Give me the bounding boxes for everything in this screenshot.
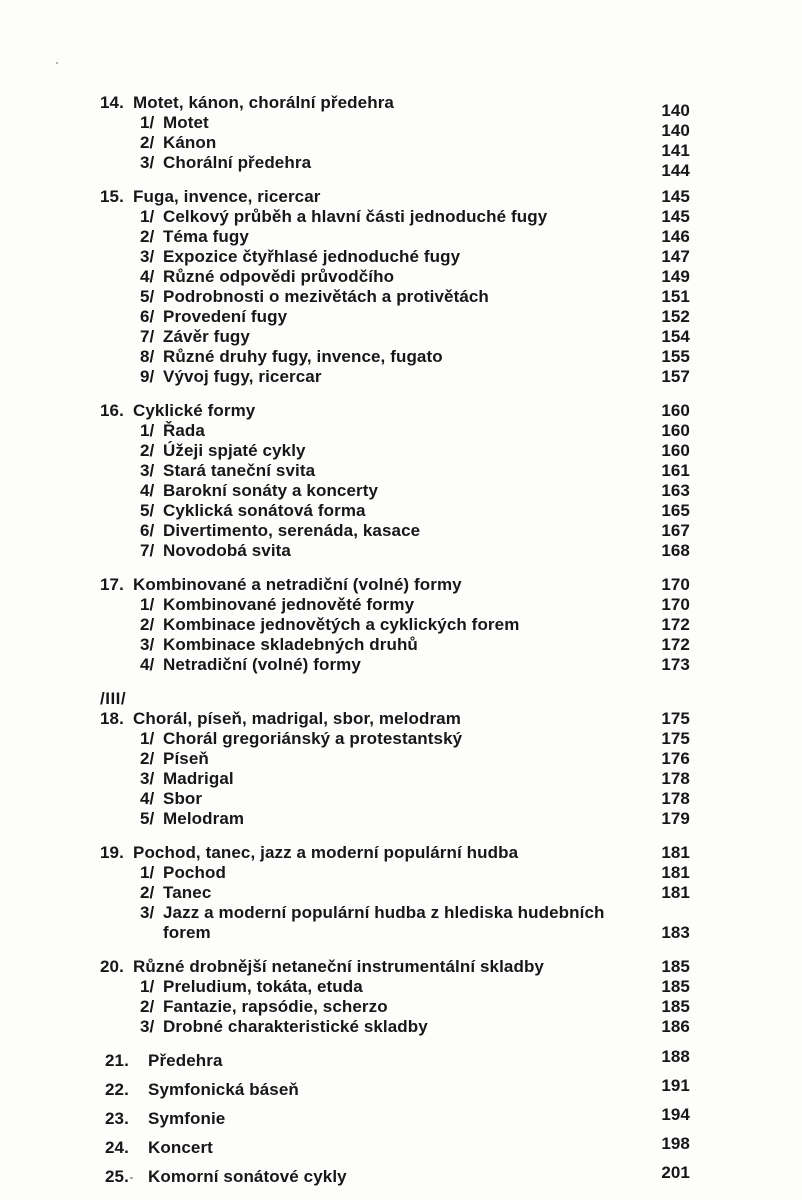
toc-row bbox=[100, 709, 690, 729]
toc-row bbox=[100, 1163, 690, 1187]
toc-row bbox=[100, 655, 690, 675]
toc-row bbox=[100, 347, 690, 367]
toc-entry-title: Madrigal bbox=[163, 769, 234, 788]
toc-entry-title: Preludium, tokáta, etuda bbox=[163, 977, 363, 996]
toc-page-number: 173 bbox=[661, 655, 690, 674]
toc-entry-number: 3/ bbox=[140, 247, 155, 266]
toc-entry-number: 1/ bbox=[140, 421, 155, 440]
toc-entry-title: Pochod bbox=[163, 863, 226, 882]
toc-page-number: 201 bbox=[661, 1163, 690, 1182]
toc-group bbox=[100, 187, 690, 387]
toc-page-number: 181 bbox=[661, 883, 690, 902]
toc-page-number: 155 bbox=[661, 347, 690, 366]
toc-entry-title: Novodobá svita bbox=[163, 541, 291, 560]
toc-entry-title: Motet, kánon, chorální předehra bbox=[133, 93, 394, 112]
toc-entry-number: 4/ bbox=[140, 267, 155, 286]
toc-entry-number: 5/ bbox=[140, 287, 155, 306]
toc-row bbox=[100, 575, 690, 595]
scan-speck bbox=[130, 1177, 133, 1179]
toc-page-number: 185 bbox=[661, 957, 690, 976]
toc-page-number: 163 bbox=[661, 481, 690, 500]
toc-page-number: 145 bbox=[661, 207, 690, 226]
toc-entry-title: Provedení fugy bbox=[163, 307, 288, 326]
toc-entry-title: Téma fugy bbox=[163, 227, 249, 246]
toc-entry-title: Expozice čtyřhlasé jednoduché fugy bbox=[163, 247, 461, 266]
toc-entry-title: Sbor bbox=[163, 789, 203, 808]
toc-entry-title: Řada bbox=[163, 421, 205, 440]
toc-group bbox=[100, 401, 690, 561]
toc-row bbox=[100, 863, 690, 883]
toc-entry-number: 9/ bbox=[140, 367, 155, 386]
toc-entry-title: Celkový průběh a hlavní části jednoduché fugy bbox=[163, 207, 548, 226]
toc-entry-title: Cyklické formy bbox=[133, 401, 256, 420]
toc-row bbox=[100, 769, 690, 789]
toc-row bbox=[100, 227, 690, 247]
toc-entry-title: Barokní sonáty a koncerty bbox=[163, 481, 379, 500]
toc-entry-title: Chorální předehra bbox=[163, 153, 312, 172]
toc-group bbox=[100, 1105, 690, 1129]
toc-page-number: 170 bbox=[661, 595, 690, 614]
toc-row bbox=[100, 501, 690, 521]
toc-row bbox=[100, 749, 690, 769]
toc-entry-number: 4/ bbox=[140, 655, 155, 674]
toc-entry-title: Symfonická báseň bbox=[148, 1080, 299, 1099]
toc-entry-number: 2/ bbox=[140, 227, 155, 246]
toc-entry-title: Kombinované a netradiční (volné) formy bbox=[133, 575, 462, 594]
toc-row bbox=[100, 367, 690, 387]
toc-entry-number: 2/ bbox=[140, 441, 155, 460]
toc-row bbox=[100, 615, 690, 635]
toc-page-number: 149 bbox=[661, 267, 690, 286]
toc-entry-number: 1/ bbox=[140, 977, 155, 996]
toc-entry-title: Pochod, tanec, jazz a moderní populární hudba bbox=[133, 843, 519, 862]
toc-row bbox=[100, 113, 690, 140]
toc-entry-number: 3/ bbox=[140, 903, 155, 922]
toc-entry-number: 3/ bbox=[140, 461, 155, 480]
toc-entry-number: 1/ bbox=[140, 207, 155, 226]
toc-entry-number: 23. bbox=[105, 1109, 129, 1128]
toc-row bbox=[100, 903, 690, 923]
toc-row bbox=[100, 187, 690, 207]
toc-entry-title: Motet bbox=[163, 113, 209, 132]
toc-entry-title: Vývoj fugy, ricercar bbox=[163, 367, 322, 386]
toc-entry-title: Chorál, píseň, madrigal, sbor, melodram bbox=[133, 709, 461, 728]
toc-row bbox=[100, 541, 690, 561]
toc-page-number: 165 bbox=[661, 501, 690, 520]
toc-row bbox=[100, 1017, 690, 1037]
toc-entry-number: 2/ bbox=[140, 749, 155, 768]
toc-entry-title: Symfonie bbox=[148, 1109, 226, 1128]
toc-entry-number: 2/ bbox=[140, 615, 155, 634]
toc-entry-number: 8/ bbox=[140, 347, 155, 366]
toc-entry-number: 6/ bbox=[140, 307, 155, 326]
toc-entry-title: Různé drobnější netaneční instrumentální skladby bbox=[133, 957, 544, 976]
toc-entry-number: 7/ bbox=[140, 541, 155, 560]
toc-row bbox=[100, 133, 690, 160]
toc-entry-number: 17. bbox=[100, 575, 124, 594]
toc-entry-title: Úžeji spjaté cykly bbox=[163, 441, 306, 460]
toc-row bbox=[100, 843, 690, 863]
toc-row bbox=[100, 401, 690, 421]
toc-page-number: 170 bbox=[661, 575, 690, 594]
toc-row bbox=[100, 1047, 690, 1071]
toc-entry-title: Melodram bbox=[163, 809, 245, 828]
toc-entry-title: Podrobnosti o mezivětách a protivětách bbox=[163, 287, 489, 306]
toc-entry-number: 5/ bbox=[140, 501, 155, 520]
toc-entry-title: Fantazie, rapsódie, scherzo bbox=[163, 997, 388, 1016]
toc-entry-title: Netradiční (volné) formy bbox=[163, 655, 361, 674]
toc-page-number: 160 bbox=[661, 441, 690, 460]
toc-page-number: 160 bbox=[661, 421, 690, 440]
toc-entry-number: 3/ bbox=[140, 769, 155, 788]
toc-row bbox=[100, 923, 690, 943]
toc-entry-number: 24. bbox=[105, 1138, 129, 1157]
toc-entry-number: 6/ bbox=[140, 521, 155, 540]
toc-row bbox=[100, 93, 690, 120]
toc-page-number: 185 bbox=[661, 997, 690, 1016]
toc-row bbox=[100, 461, 690, 481]
toc-row bbox=[100, 287, 690, 307]
toc-page-number: 172 bbox=[661, 635, 690, 654]
toc-page-number: 191 bbox=[661, 1076, 690, 1095]
toc-group bbox=[100, 1076, 690, 1100]
toc-entry-number: 4/ bbox=[140, 481, 155, 500]
toc-row bbox=[100, 421, 690, 441]
toc-page-number: 178 bbox=[661, 789, 690, 808]
toc-entry-number: 22. bbox=[105, 1080, 129, 1099]
toc-row bbox=[100, 977, 690, 997]
toc-page-number: 140 bbox=[661, 121, 690, 140]
toc-entry-number: 2/ bbox=[140, 133, 155, 152]
toc-group bbox=[100, 709, 690, 829]
toc-entry-title: Cyklická sonátová forma bbox=[163, 501, 366, 520]
toc-row bbox=[100, 441, 690, 461]
toc-entry-number: 3/ bbox=[140, 635, 155, 654]
toc-row bbox=[100, 307, 690, 327]
toc-entry-title: Různé odpovědi průvodčího bbox=[163, 267, 395, 286]
toc-entry-number: 1/ bbox=[140, 863, 155, 882]
toc-entry-number: 21. bbox=[105, 1051, 129, 1070]
toc-page-number: 175 bbox=[661, 729, 690, 748]
toc-entry-title: Komorní sonátové cykly bbox=[148, 1167, 347, 1186]
toc-row bbox=[100, 595, 690, 615]
toc-entry-number: 1/ bbox=[140, 595, 155, 614]
toc-row bbox=[100, 481, 690, 501]
toc-entry-title: forem bbox=[163, 923, 211, 942]
toc-entry-number: 1/ bbox=[140, 729, 155, 748]
toc-group bbox=[100, 957, 690, 1037]
toc-entry-number: 18. bbox=[100, 709, 124, 728]
toc-row bbox=[100, 1076, 690, 1100]
toc-entry-number: 16. bbox=[100, 401, 124, 420]
toc-page-number: 172 bbox=[661, 615, 690, 634]
toc-page-number: 151 bbox=[661, 287, 690, 306]
part-divider: /III/ bbox=[100, 689, 127, 708]
toc-entry-title: Tanec bbox=[163, 883, 212, 902]
toc-page-number: 141 bbox=[661, 141, 690, 160]
toc-row bbox=[100, 1105, 690, 1129]
toc-page-number: 176 bbox=[661, 749, 690, 768]
toc-page-number: 175 bbox=[661, 709, 690, 728]
toc-page-number: 161 bbox=[661, 461, 690, 480]
toc-entry-number: 1/ bbox=[140, 113, 155, 132]
toc-page-number: 140 bbox=[661, 101, 690, 120]
toc-page-number: 198 bbox=[661, 1134, 690, 1153]
toc-entry-number: 4/ bbox=[140, 789, 155, 808]
toc-page-number: 183 bbox=[661, 923, 690, 942]
toc-page-number: 160 bbox=[661, 401, 690, 420]
toc-entry-title: Předehra bbox=[148, 1051, 223, 1070]
toc-entry-title: Drobné charakteristické skladby bbox=[163, 1017, 428, 1036]
toc-group bbox=[100, 575, 690, 675]
toc-entry-number: 2/ bbox=[140, 883, 155, 902]
toc-entry-title: Kombinace skladebných druhů bbox=[163, 635, 418, 654]
toc-row bbox=[100, 789, 690, 809]
toc-page-number: 181 bbox=[661, 863, 690, 882]
toc-row bbox=[100, 1134, 690, 1158]
toc-entry-number: 25. bbox=[105, 1167, 129, 1186]
toc-entry-number: 14. bbox=[100, 93, 124, 112]
toc-row bbox=[100, 809, 690, 829]
toc-entry-title: Kombinované jednověté formy bbox=[163, 595, 415, 614]
toc-row bbox=[100, 997, 690, 1017]
toc-group bbox=[100, 1047, 690, 1071]
toc-page-number: 157 bbox=[661, 367, 690, 386]
toc-row bbox=[100, 883, 690, 903]
toc-entry-title: Kánon bbox=[163, 133, 217, 152]
toc-entry-title: Závěr fugy bbox=[163, 327, 250, 346]
toc-page-number: 181 bbox=[661, 843, 690, 862]
toc-entry-number: 19. bbox=[100, 843, 124, 862]
toc-entry-title: Kombinace jednovětých a cyklických forem bbox=[163, 615, 520, 634]
toc-row bbox=[100, 247, 690, 267]
scan-speck bbox=[56, 62, 58, 64]
toc-entry-title: Různé druhy fugy, invence, fugato bbox=[163, 347, 443, 366]
toc-row bbox=[100, 267, 690, 287]
toc-page-number: 152 bbox=[661, 307, 690, 326]
toc-page-number: 144 bbox=[661, 161, 690, 180]
toc-page-number: 185 bbox=[661, 977, 690, 996]
toc-entry-title: Fuga, invence, ricercar bbox=[133, 187, 321, 206]
toc-row bbox=[100, 635, 690, 655]
toc-entry-title: Chorál gregoriánský a protestantský bbox=[163, 729, 463, 748]
toc-page-number: 168 bbox=[661, 541, 690, 560]
toc-page-number: 178 bbox=[661, 769, 690, 788]
toc-row bbox=[100, 153, 690, 180]
toc-entry-number: 2/ bbox=[140, 997, 155, 1016]
toc-row bbox=[100, 207, 690, 227]
toc-entry-title: Jazz a moderní populární hudba z hlediska hudebních bbox=[163, 903, 605, 922]
toc-entry-number: 3/ bbox=[140, 153, 155, 172]
toc-row bbox=[100, 729, 690, 749]
toc-page-number: 167 bbox=[661, 521, 690, 540]
toc-entry-title: Divertimento, serenáda, kasace bbox=[163, 521, 421, 540]
toc-page-number: 194 bbox=[661, 1105, 690, 1124]
toc-entry-number: 3/ bbox=[140, 1017, 155, 1036]
toc-row bbox=[100, 957, 690, 977]
toc-entry-number: 7/ bbox=[140, 327, 155, 346]
toc-group bbox=[100, 1163, 690, 1187]
toc-entry-title: Stará taneční svita bbox=[163, 461, 316, 480]
toc-page-number: 146 bbox=[661, 227, 690, 246]
toc-row bbox=[100, 521, 690, 541]
toc-entry-title: Píseň bbox=[163, 749, 209, 768]
toc-page-number: 186 bbox=[661, 1017, 690, 1036]
toc-entry-number: 20. bbox=[100, 957, 124, 976]
toc-page-number: 188 bbox=[661, 1047, 690, 1066]
toc-row bbox=[100, 327, 690, 347]
toc-page-number: 145 bbox=[661, 187, 690, 206]
toc-entry-number: 5/ bbox=[140, 809, 155, 828]
toc-entry-title: Koncert bbox=[148, 1138, 213, 1157]
toc-page-number: 147 bbox=[661, 247, 690, 266]
toc-group bbox=[100, 93, 690, 180]
toc-group bbox=[100, 1134, 690, 1158]
toc-group bbox=[100, 843, 690, 943]
toc-page-number: 154 bbox=[661, 327, 690, 346]
toc-page-number: 179 bbox=[661, 809, 690, 828]
toc-entry-number: 15. bbox=[100, 187, 124, 206]
